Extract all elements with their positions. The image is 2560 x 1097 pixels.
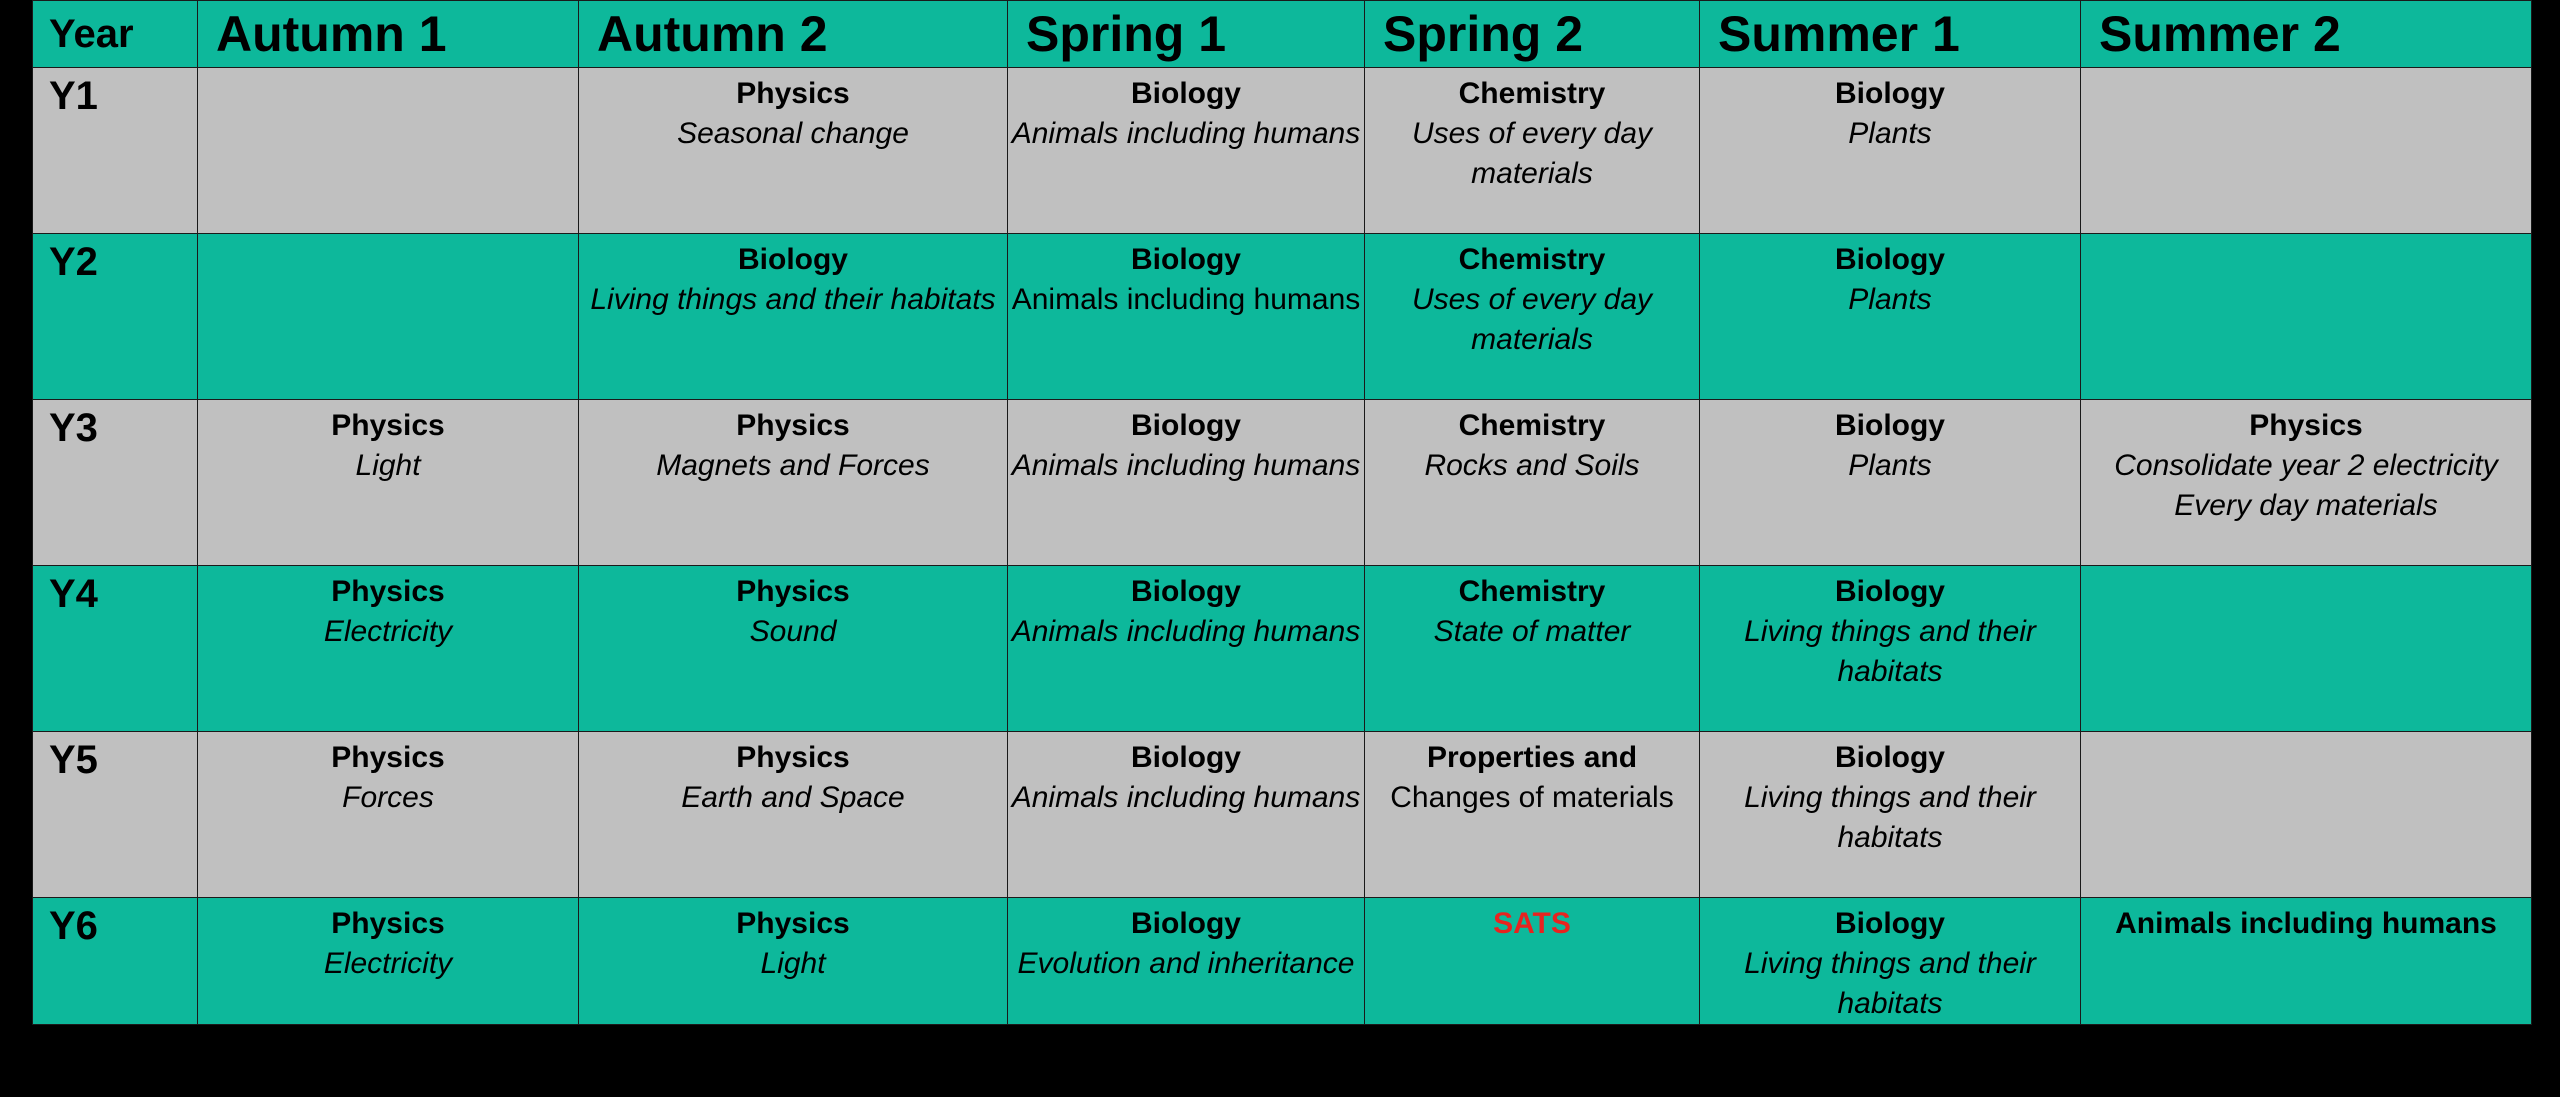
cell-y3-summer-2 xyxy=(2081,400,2532,566)
cell-y6-autumn-1 xyxy=(198,898,579,1025)
cell-y2-autumn-1 xyxy=(198,234,579,400)
topic-label: Living things and their habitats xyxy=(1744,947,2036,1020)
topic-label: Uses of every day materials xyxy=(1411,283,1653,356)
table-row-y1 xyxy=(33,68,2532,234)
cell-y4-autumn-2 xyxy=(579,566,1008,732)
cell-y3-spring-1 xyxy=(1008,400,1365,566)
topic-label: Evolution and inheritance xyxy=(1017,947,1355,980)
science-curriculum-table xyxy=(32,0,2532,1025)
cell-y2-summer-2 xyxy=(2081,234,2532,400)
sats-label: SATS xyxy=(1493,907,1571,940)
subject-label: Biology xyxy=(1835,741,1945,774)
header-summer-1: Summer 1 xyxy=(1700,1,2081,68)
subject-label: Physics xyxy=(736,409,850,442)
topic-label: Living things and their habitats xyxy=(590,283,996,316)
cell-y2-spring-2 xyxy=(1365,234,1700,400)
subject-label: Physics xyxy=(2249,409,2363,442)
cell-y6-spring-2 xyxy=(1365,898,1700,1025)
subject-label: Biology xyxy=(1131,243,1241,276)
topic-label: Animals including humans xyxy=(1011,117,1361,150)
topic-label: Living things and their habitats xyxy=(1744,615,2036,688)
table-row-y5 xyxy=(33,732,2532,898)
topic-label: Magnets and Forces xyxy=(656,449,930,482)
topic-label: Changes of materials xyxy=(1390,781,1674,814)
topic-label: Animals including humans xyxy=(1011,449,1361,482)
subject-label: Biology xyxy=(1835,409,1945,442)
topic-label: Animals including humans xyxy=(1011,283,1361,316)
subject-label: Animals including humans xyxy=(2115,907,2497,940)
subject-label: Biology xyxy=(738,243,848,276)
year-label: Y6 xyxy=(33,898,198,1025)
cell-y2-summer-1 xyxy=(1700,234,2081,400)
subject-label: Biology xyxy=(1131,741,1241,774)
year-label: Y4 xyxy=(33,566,198,732)
cell-y2-spring-1 xyxy=(1008,234,1365,400)
topic-label: Rocks and Soils xyxy=(1424,449,1640,482)
subject-label: Physics xyxy=(331,575,445,608)
curriculum-sheet xyxy=(32,0,2531,1022)
cell-y4-summer-2 xyxy=(2081,566,2532,732)
subject-label: Biology xyxy=(1131,77,1241,110)
cell-y2-autumn-2 xyxy=(579,234,1008,400)
topic-label: Uses of every day materials xyxy=(1411,117,1653,190)
topic-label: Plants xyxy=(1848,117,1932,150)
topic-label: Animals including humans xyxy=(1011,615,1361,648)
cell-y5-spring-1 xyxy=(1008,732,1365,898)
topic-label: Plants xyxy=(1848,283,1932,316)
cell-y6-summer-1 xyxy=(1700,898,2081,1025)
subject-label: Physics xyxy=(736,741,850,774)
cell-y1-summer-2 xyxy=(2081,68,2532,234)
header-spring-2: Spring 2 xyxy=(1365,1,1700,68)
year-label: Y5 xyxy=(33,732,198,898)
table-row-y3 xyxy=(33,400,2532,566)
table-row-y6 xyxy=(33,898,2532,1025)
year-label: Y2 xyxy=(33,234,198,400)
topic-label: Electricity xyxy=(323,615,453,648)
cell-y4-summer-1 xyxy=(1700,566,2081,732)
subject-label: Properties and xyxy=(1426,741,1638,774)
header-spring-1: Spring 1 xyxy=(1008,1,1365,68)
subject-label: Biology xyxy=(1835,77,1945,110)
subject-label: Biology xyxy=(1835,243,1945,276)
cell-y1-autumn-1 xyxy=(198,68,579,234)
cell-y5-autumn-2 xyxy=(579,732,1008,898)
header-autumn-2: Autumn 2 xyxy=(579,1,1008,68)
subject-label: Physics xyxy=(736,575,850,608)
subject-label: Physics xyxy=(331,741,445,774)
cell-y1-autumn-2 xyxy=(579,68,1008,234)
cell-y1-summer-1 xyxy=(1700,68,2081,234)
topic-label: Seasonal change xyxy=(677,117,909,150)
table-row-y4 xyxy=(33,566,2532,732)
header-autumn-1: Autumn 1 xyxy=(198,1,579,68)
table-row-y2 xyxy=(33,234,2532,400)
topic-label: Forces xyxy=(342,781,434,814)
cell-y4-autumn-1 xyxy=(198,566,579,732)
subject-label: Chemistry xyxy=(1458,77,1606,110)
cell-y5-summer-1 xyxy=(1700,732,2081,898)
topic-label: Light xyxy=(355,449,421,482)
subject-label: Chemistry xyxy=(1458,409,1606,442)
cell-y4-spring-1 xyxy=(1008,566,1365,732)
topic-label: Living things and their habitats xyxy=(1744,781,2036,854)
cell-y5-summer-2 xyxy=(2081,732,2532,898)
cell-y6-spring-1 xyxy=(1008,898,1365,1025)
subject-label: Physics xyxy=(331,409,445,442)
subject-label: Physics xyxy=(736,77,850,110)
subject-label: Chemistry xyxy=(1458,575,1606,608)
subject-label: Biology xyxy=(1131,409,1241,442)
topic-label: Sound xyxy=(749,615,837,648)
topic-label: Earth and Space xyxy=(681,781,905,814)
cell-y6-autumn-2 xyxy=(579,898,1008,1025)
year-label: Y1 xyxy=(33,68,198,234)
subject-label: Chemistry xyxy=(1458,243,1606,276)
topic-label: Light xyxy=(760,947,826,980)
cell-y3-autumn-2 xyxy=(579,400,1008,566)
subject-label: Physics xyxy=(331,907,445,940)
cell-y3-autumn-1 xyxy=(198,400,579,566)
header-summer-2: Summer 2 xyxy=(2081,1,2532,68)
topic-label-2: Every day materials xyxy=(2174,489,2438,522)
topic-label: Electricity xyxy=(323,947,453,980)
year-label: Y3 xyxy=(33,400,198,566)
topic-label: Consolidate year 2 electricity xyxy=(2114,449,2498,482)
cell-y5-autumn-1 xyxy=(198,732,579,898)
subject-label: Biology xyxy=(1131,907,1241,940)
subject-label: Biology xyxy=(1835,907,1945,940)
topic-label: State of matter xyxy=(1433,615,1631,648)
cell-y3-spring-2 xyxy=(1365,400,1700,566)
subject-label: Biology xyxy=(1131,575,1241,608)
header-year: Year xyxy=(33,1,198,68)
cell-y5-spring-2 xyxy=(1365,732,1700,898)
header-row xyxy=(33,1,2532,68)
subject-label: Physics xyxy=(736,907,850,940)
cell-y6-summer-2 xyxy=(2081,898,2532,1025)
cell-y4-spring-2 xyxy=(1365,566,1700,732)
cell-y3-summer-1 xyxy=(1700,400,2081,566)
topic-label: Animals including humans xyxy=(1011,781,1361,814)
subject-label: Biology xyxy=(1835,575,1945,608)
topic-label: Plants xyxy=(1848,449,1932,482)
cell-y1-spring-1 xyxy=(1008,68,1365,234)
cell-y1-spring-2 xyxy=(1365,68,1700,234)
